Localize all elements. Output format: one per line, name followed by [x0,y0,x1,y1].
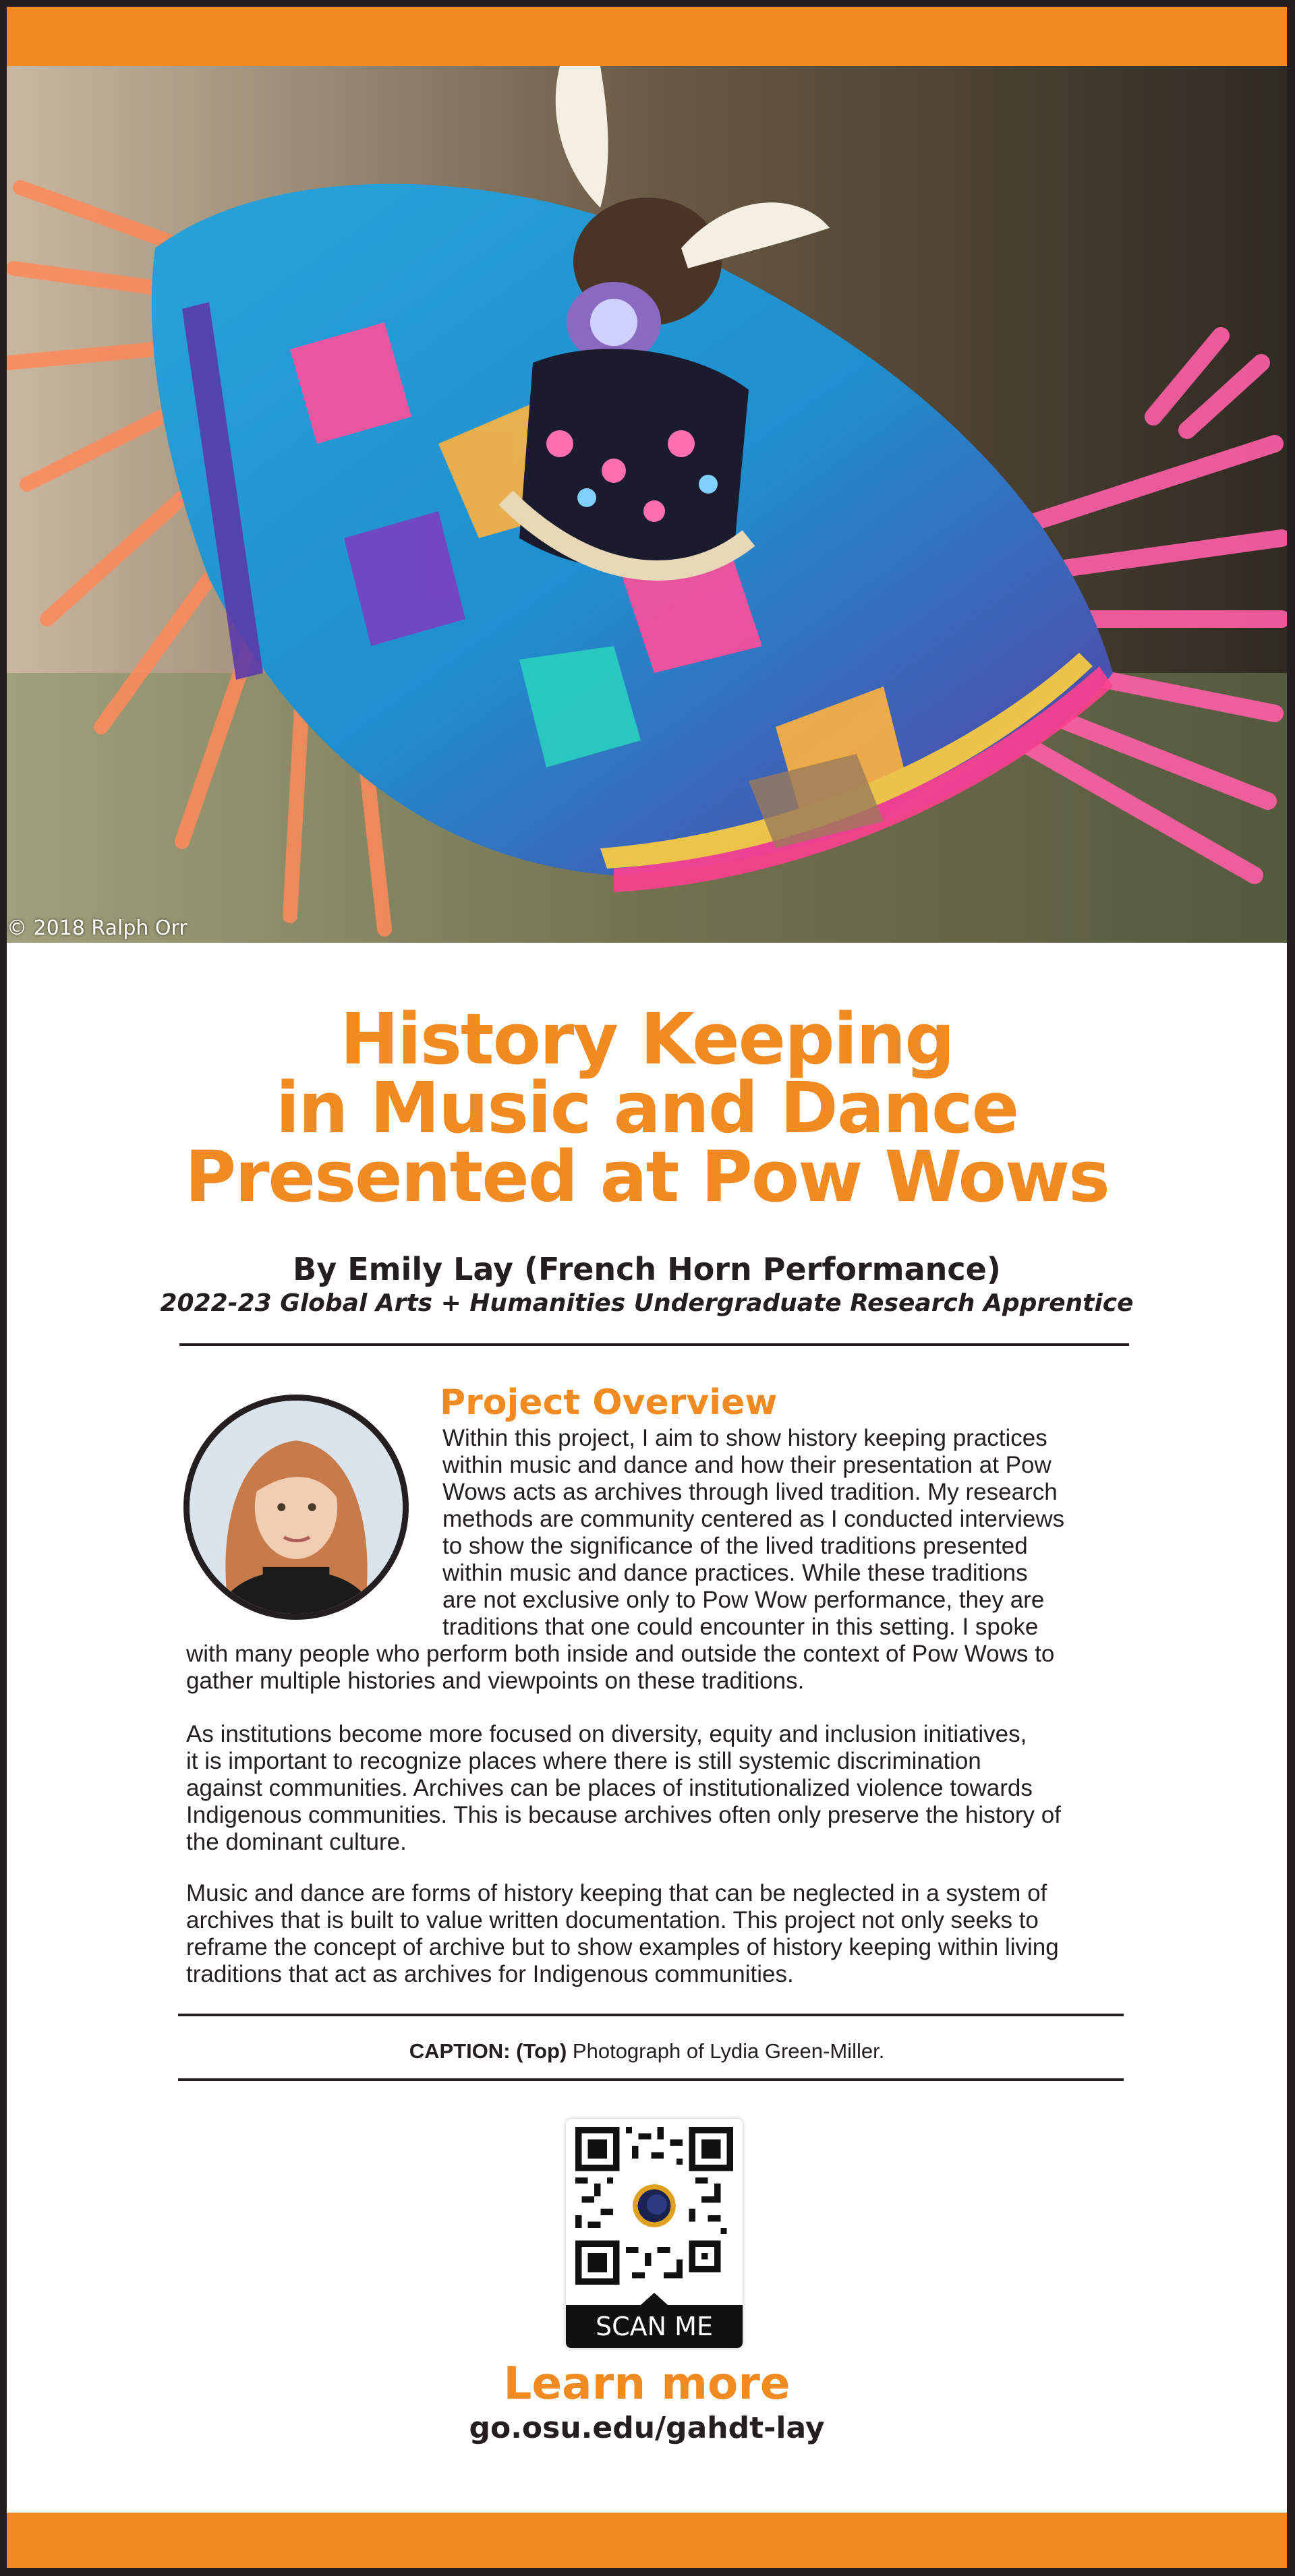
divider-caption-top [178,2014,1124,2016]
p2-line: against communities. Archives can be places of institutionalized violence towards [186,1775,1033,1801]
caption-position: (Top) [516,2039,567,2063]
p3-line: Music and dance are forms of history keeping that can be neglected in a system of [186,1880,1047,1906]
author-portrait [183,1395,409,1620]
title-line-1: History Keeping [340,998,954,1080]
poster [7,7,1287,2568]
overview-paragraph-2 [186,1721,1061,1856]
overview-paragraph-1-full [186,1641,1054,1695]
author-byline: By Emily Lay (French Horn Performance) [293,1251,1001,1287]
p1-line: Wows acts as archives through lived tradition. My research [442,1479,1058,1505]
caption-text: Photograph of Lydia Green-Miller. [572,2039,885,2063]
divider-top [179,1343,1129,1346]
p1-line: within music and dance practices. While these traditions [442,1560,1028,1586]
p1-line: gather multiple histories and viewpoints on these traditions. [186,1668,805,1694]
p1-line: with many people who perform both inside and outside the context of Pow Wows to [186,1641,1055,1667]
learn-more-heading: Learn more [503,2358,790,2409]
overview-heading: Project Overview [440,1382,778,1423]
p3-line: reframe the concept of archive but to show examples of history keeping within living [186,1934,1059,1960]
overview-paragraph-1-wrapped [442,1425,1064,1641]
p2-line: it is important to recognize places where there is still systemic discrimination [186,1748,981,1774]
photo-credit: © 2018 Ralph Orr [7,916,188,940]
p2-line: Indigenous communities. This is because archives often only preserve the history of [186,1802,1061,1828]
title-line-2: in Music and Dance [275,1067,1018,1149]
divider-caption-bottom [178,2078,1124,2081]
learn-more-url[interactable]: go.osu.edu/gahdt-lay [469,2411,825,2445]
p1-line: within music and dance and how their presentation at Pow [442,1452,1052,1478]
author-role: 2022-23 Global Arts + Humanities Undergraduate Research Apprentice [160,1289,1134,1317]
p1-line: are not exclusive only to Pow Wow performance, they are [442,1587,1045,1613]
p1-line: to show the significance of the lived traditions presented [442,1533,1028,1559]
overview-paragraph-3 [186,1880,1059,1988]
p3-line: traditions that act as archives for Indigenous communities. [186,1961,794,1987]
poster-title [7,998,1287,1218]
p2-line: As institutions become more focused on diversity, equity and inclusion initiatives, [186,1721,1027,1747]
top-orange-band [7,7,1287,66]
bottom-orange-band [7,2513,1287,2568]
dancer-illustration [7,66,1287,943]
p1-line: Within this project, I aim to show history keeping practices [442,1425,1047,1451]
portrait-illustration [190,1401,403,1614]
title-line-3: Presented at Pow Wows [185,1136,1109,1218]
p2-line: the dominant culture. [186,1829,407,1855]
hero-photo [7,66,1287,943]
photo-caption [7,2039,1287,2063]
scan-me-label: SCAN ME [566,2305,743,2348]
p1-line: methods are community centered as I conducted interviews [442,1506,1065,1532]
qr-code[interactable] [575,2127,733,2285]
p3-line: archives that is built to value written documentation. This project not only seeks to [186,1907,1039,1933]
qr-code-card[interactable] [566,2119,743,2348]
p1-line: traditions that one could encounter in this setting. I spoke [442,1614,1039,1640]
caption-label: CAPTION: [409,2039,511,2063]
